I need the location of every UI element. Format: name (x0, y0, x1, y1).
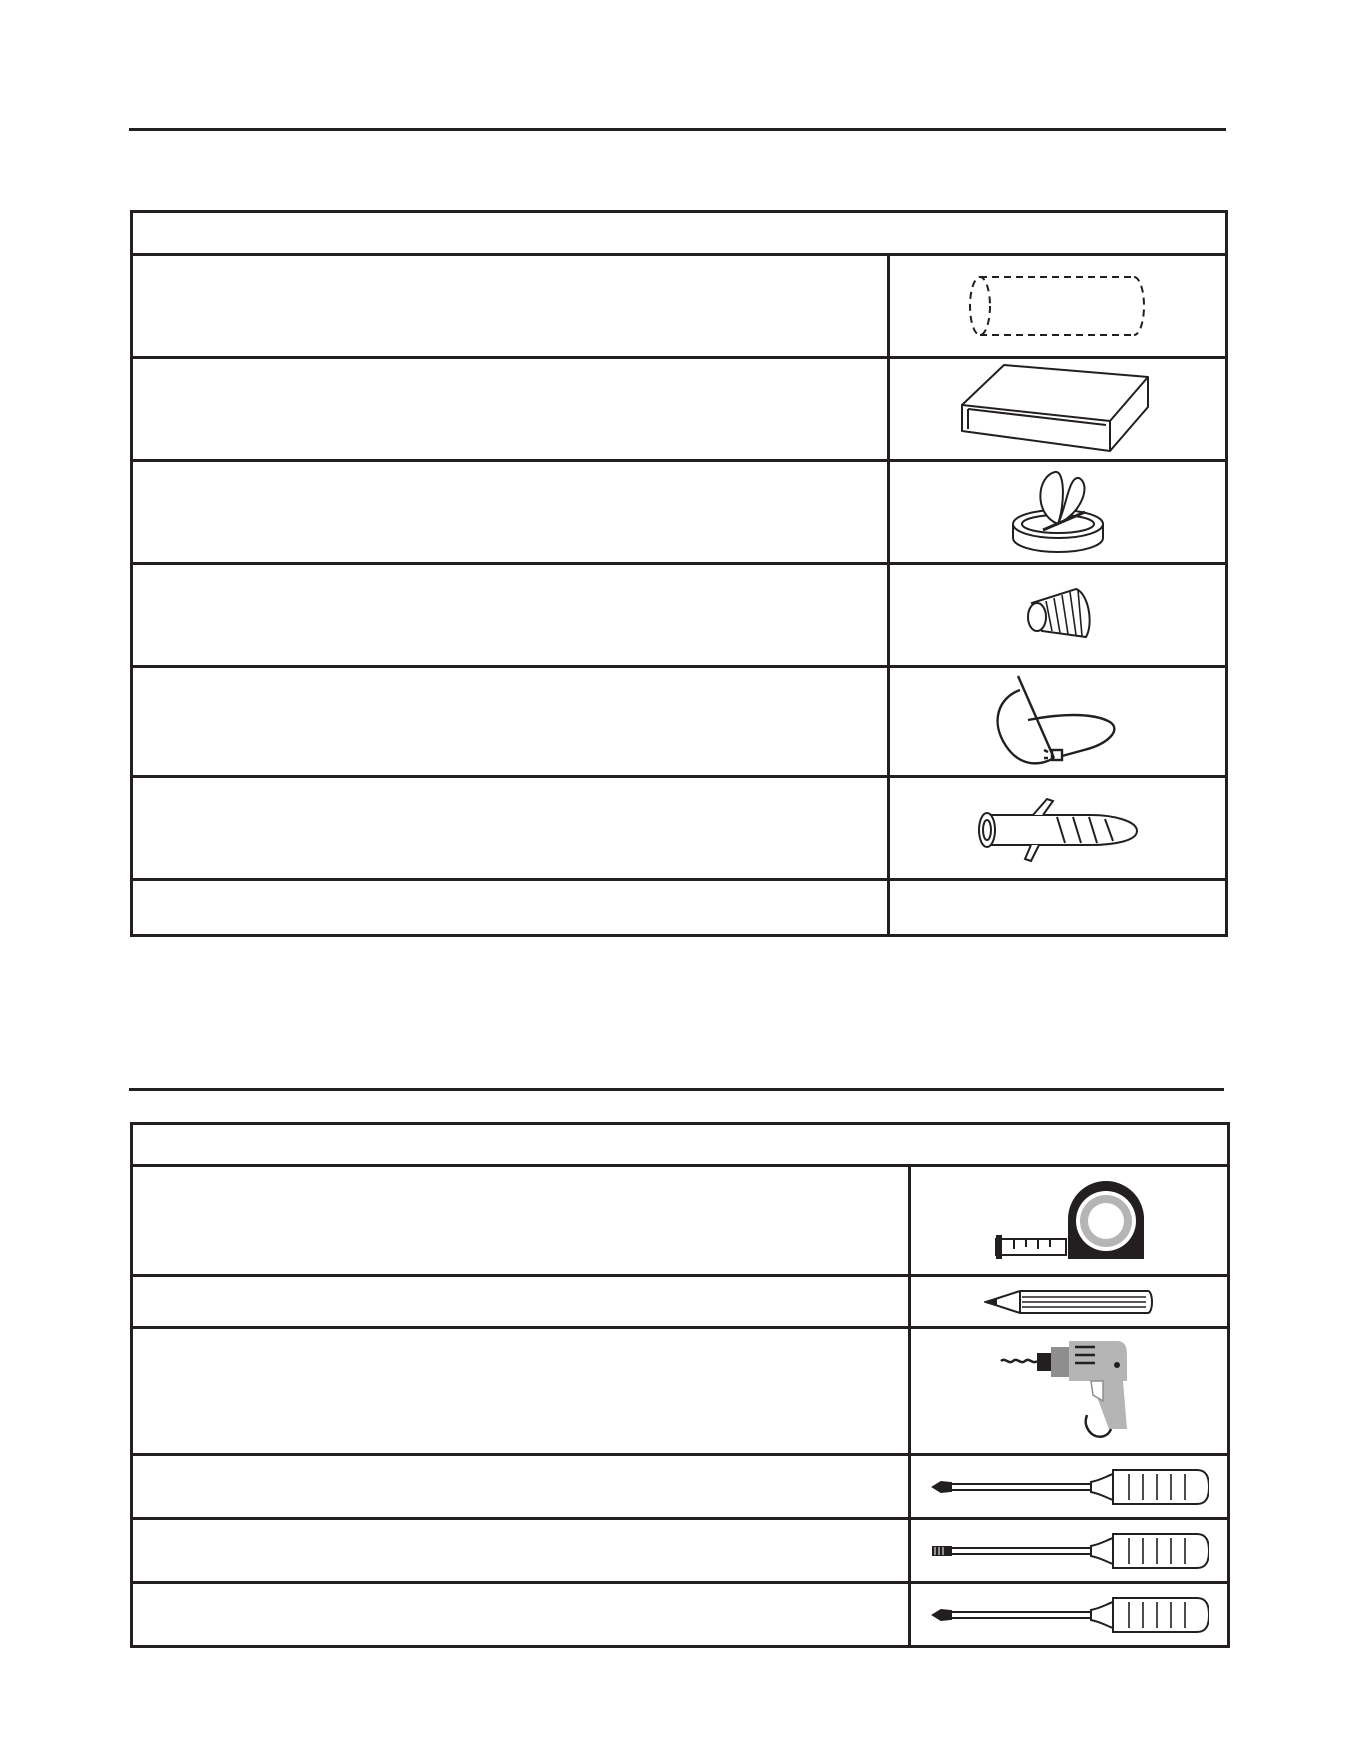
tool-description (132, 1276, 910, 1328)
round-duct-icon (968, 271, 1148, 341)
empty-picture-cell (889, 880, 1227, 936)
table-header (132, 212, 1227, 255)
wall-anchor-icon (973, 793, 1143, 863)
part-description (132, 564, 889, 667)
part-description (132, 461, 889, 564)
power-cord-icon (988, 672, 1128, 772)
part-description (132, 358, 889, 461)
torx-screwdriver-icon (929, 1526, 1209, 1576)
power-drill-icon (999, 1335, 1139, 1447)
pencil-icon (984, 1287, 1154, 1317)
middle-section-rule (129, 1088, 1224, 1091)
tape-measure-icon (994, 1179, 1144, 1263)
part-description (132, 777, 889, 880)
tool-description (132, 1583, 910, 1647)
phillips-screwdriver-icon (929, 1462, 1209, 1512)
part-description (132, 880, 889, 936)
top-section-rule (129, 128, 1226, 131)
table-header (132, 1124, 1229, 1166)
tools-table (130, 1122, 1230, 1648)
tool-description (132, 1166, 910, 1276)
part-description (132, 667, 889, 777)
supplied-parts-table (130, 210, 1228, 937)
tool-description (132, 1455, 910, 1519)
rectangular-duct-icon (958, 359, 1158, 459)
wire-connector-icon (1018, 583, 1098, 647)
tool-description (132, 1519, 910, 1583)
part-description (132, 255, 889, 358)
damper-collar-icon (1003, 464, 1113, 560)
tool-description (132, 1328, 910, 1455)
phillips-screwdriver-icon (929, 1590, 1209, 1640)
